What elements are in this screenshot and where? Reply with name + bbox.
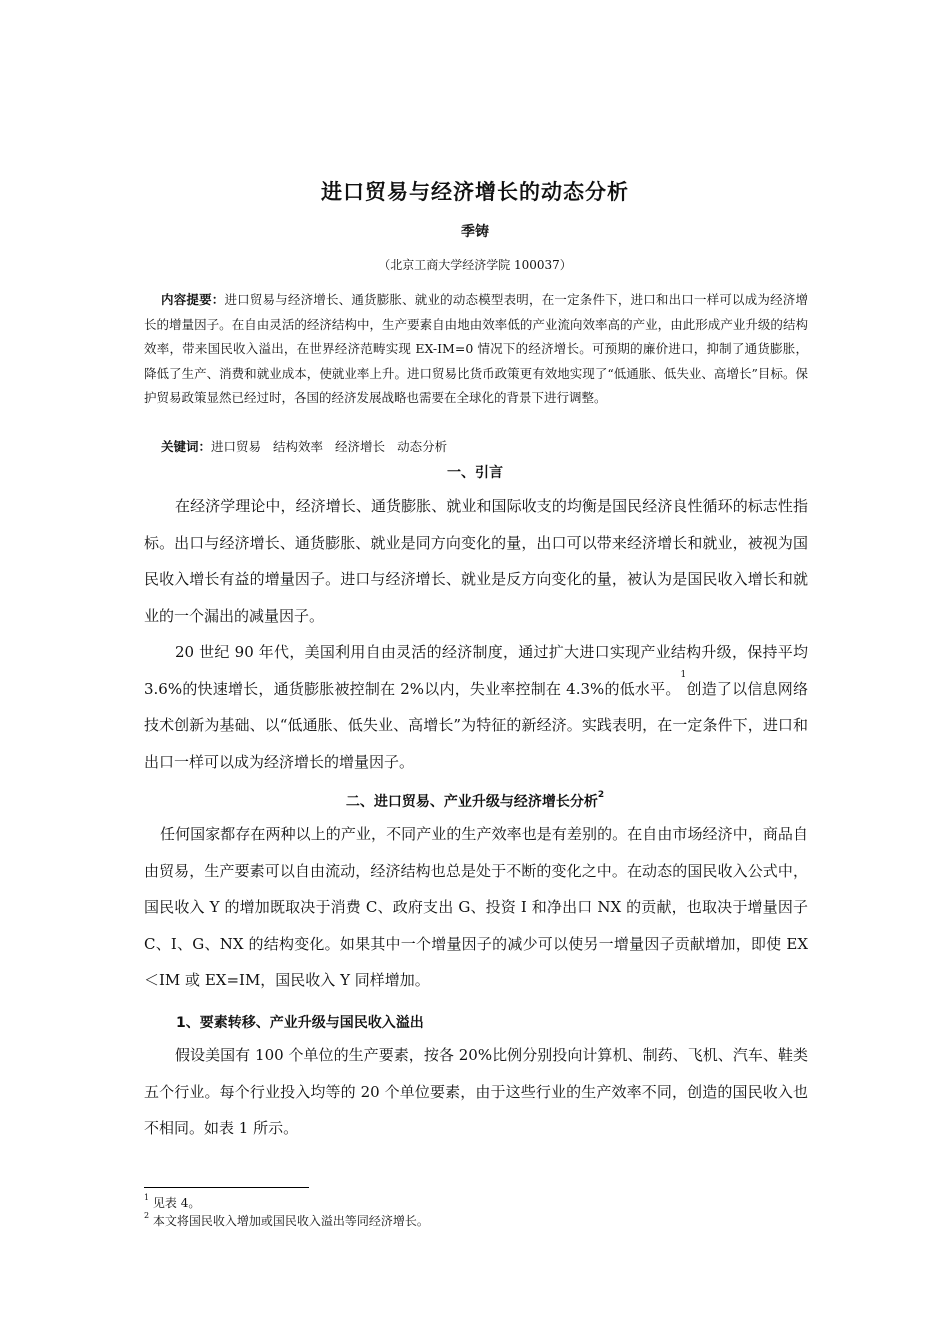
keyword: 经济增长 — [335, 439, 386, 454]
author-name: 季铸 — [461, 224, 489, 240]
analysis-paragraph-1: 任何国家都存在两种以上的产业，不同产业的生产效率也是有差别的。在自由市场经济中，商品自由贸易，生产要素可以自由流动，经济结构也总是处于不断的变化之中。在动态的国民收入公式中，国民收入 Y 的增加既取决于消费 C、政府支出 G、投资 I 和净出口 NX 的贡献，也取决于增量因子 C、I、G、NX 的结构变化。如果其中一个增量因子的减少可以使另一增量因子贡献增加，即使 EX＜IM 或 EX=IM，国民收入 Y 同样增加。 — [144, 825, 808, 989]
abstract-text: 进口贸易与经济增长、通货膨胀、就业的动态模型表明，在一定条件下，进口和出口一样可以成为经济增长的增量因子。在自由灵活的经济结构中，生产要素自由地由效率低的产业流向效率高的产业，由此形成产业升级的结构效率，带来国民收入溢出，在世界经济范畴实现 EX-IM=0 情况下的经济增长。可预期的廉价进口，抑制了通货膨胀，降低了生产、消费和就业成本，使就业率上升。进口贸易比货币政策更有效地实现了“低通胀、低失业、高增长”目标。保护贸易政策显然已经过时，各国的经济发展战略也需要在全球化的背景下进行调整。 — [144, 292, 808, 405]
paragraph-text: 创造了以信息网络技术创新为基础、以“低通胀、低失业、高增长”为特征的新经济。实践表明，在一定条件下，进口和出口一样可以成为经济增长的增量因子。 — [144, 679, 808, 771]
footnote-number: 2 — [144, 1211, 150, 1220]
section-heading-intro: 一、引言 — [447, 465, 503, 481]
paper-title: 进口贸易与经济增长的动态分析 — [321, 180, 629, 204]
footnote-text: 见表 4。 — [152, 1196, 201, 1210]
intro-paragraph-1: 在经济学理论中，经济增长、通货膨胀、就业和国际收支的均衡是国民经济良性循环的标志性指标。出口与经济增长、通货膨胀、就业是同方向变化的量，出口可以带来经济增长和就业，被视为国民收入增长有益的增量因子。进口与经济增长、就业是反方向变化的量，被认为是国民收入增长和就业的一个漏出的减量因子。 — [144, 497, 808, 625]
section-heading-analysis — [0, 791, 950, 811]
abstract-label: 内容提要： — [161, 292, 225, 307]
keyword: 结构效率 — [273, 439, 324, 454]
footnote-divider — [144, 1187, 309, 1188]
footnote-text: 本文将国民收入增加或国民收入溢出等同经济增长。 — [152, 1214, 429, 1228]
analysis-paragraph-2: 假设美国有 100 个单位的生产要素，按各 20%比例分别投向计算机、制药、飞机、汽车、鞋类五个行业。每个行业投入均等的 20 个单位要素，由于这些行业的生产效率不同，创造的国民收入也不相同。如表 1 所示。 — [144, 1046, 808, 1137]
affiliation: （北京工商大学经济学院 100037） — [378, 258, 572, 272]
footnote-2 — [144, 1212, 429, 1229]
keywords-label: 关键词： — [161, 439, 212, 454]
heading-text: 二、进口贸易、产业升级与经济增长分析 — [345, 794, 598, 810]
keywords — [161, 437, 459, 455]
footnote-number: 1 — [144, 1193, 150, 1202]
paragraph-text: 20 世纪 90 年代，美国利用自由灵活的经济制度，通过扩大进口实现产业结构升级，保持平均 3.6%的快速增长，通货膨胀被控制在 2%以内，失业率控制在 4.3%的低水平。 — [144, 643, 808, 698]
abstract — [144, 288, 808, 411]
subsection-heading: 1、要素转移、产业升级与国民收入溢出 — [176, 1015, 424, 1031]
footnote-1 — [144, 1194, 200, 1211]
keyword: 动态分析 — [397, 439, 448, 454]
intro-paragraph-2 — [144, 634, 808, 780]
keyword: 进口贸易 — [211, 439, 262, 454]
footnote-ref[interactable]: 2 — [597, 790, 605, 800]
footnote-ref[interactable]: 1 — [680, 669, 687, 680]
